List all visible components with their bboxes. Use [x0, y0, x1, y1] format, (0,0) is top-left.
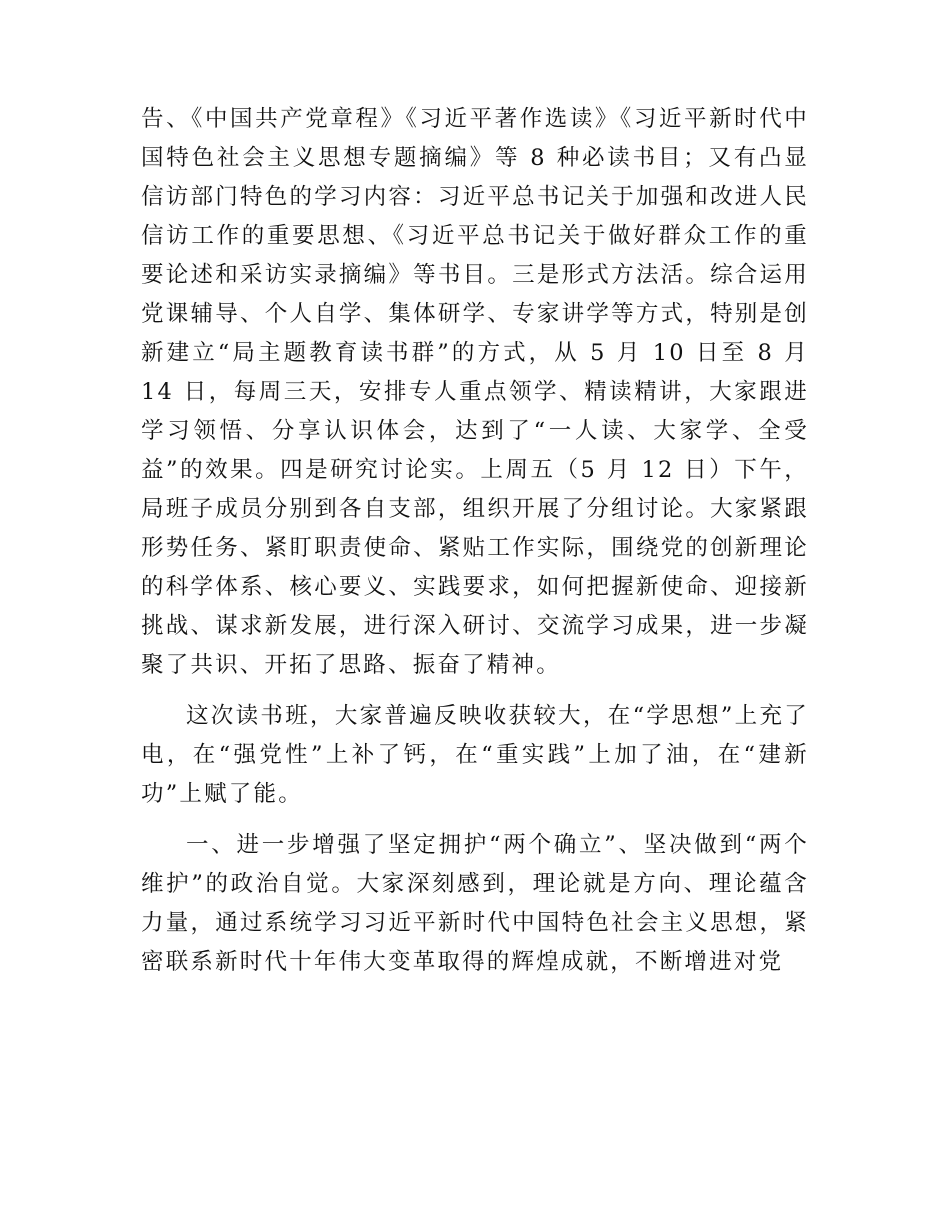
document-page [141, 100, 809, 994]
paragraph-section-one: 一、进一步增强了坚定拥护“两个确立”、坚决做到“两个维护”的政治自觉。大家深刻感到，理论就是方向、理论蕴含力量，通过系统学习习近平新时代中国特色社会主义思想，紧密联系新时代十年伟大变革取得的辉煌成就，不断增进对党 [141, 832, 809, 975]
paragraph-continuation: 告、《中国共产党章程》《习近平著作选读》《习近平新时代中国特色社会主义思想专题摘编》等 8 种必读书目；又有凸显信访部门特色的学习内容：习近平总书记关于加强和改进人民信访工作的重要思想、《习近平总书记关于做好群众工作的重要论述和采访实录摘编》等书目。三是形式方法活。综合运用党课辅导、个人自学、集体研学、专家讲学等方式，特别是创新建立“局主题教育读书群”的方式，从 5 月 10 日至 8 月 14 日，每周三天，安排专人重点领学、精读精讲，大家跟进学习领悟、分享认识体会，达到了“一人读、大家学、全受益”的效果。四是研究讨论实。上周五（5 月 12 日）下午，局班子成员分别到各自支部，组织开展了分组讨论。大家紧跟形势任务、紧盯职责使命、紧贴工作实际，围绕党的创新理论的科学体系、核心要义、实践要求，如何把握新使命、迎接新挑战、谋求新发展，进行深入研讨、交流学习成果，进一步凝聚了共识、开拓了思路、振奋了精神。 [141, 106, 809, 678]
paragraph-reading-class-summary: 这次读书班，大家普遍反映收获较大，在“学思想”上充了电，在“强党性”上补了钙，在“重实践”上加了油，在“建新功”上赋了能。 [141, 703, 809, 807]
